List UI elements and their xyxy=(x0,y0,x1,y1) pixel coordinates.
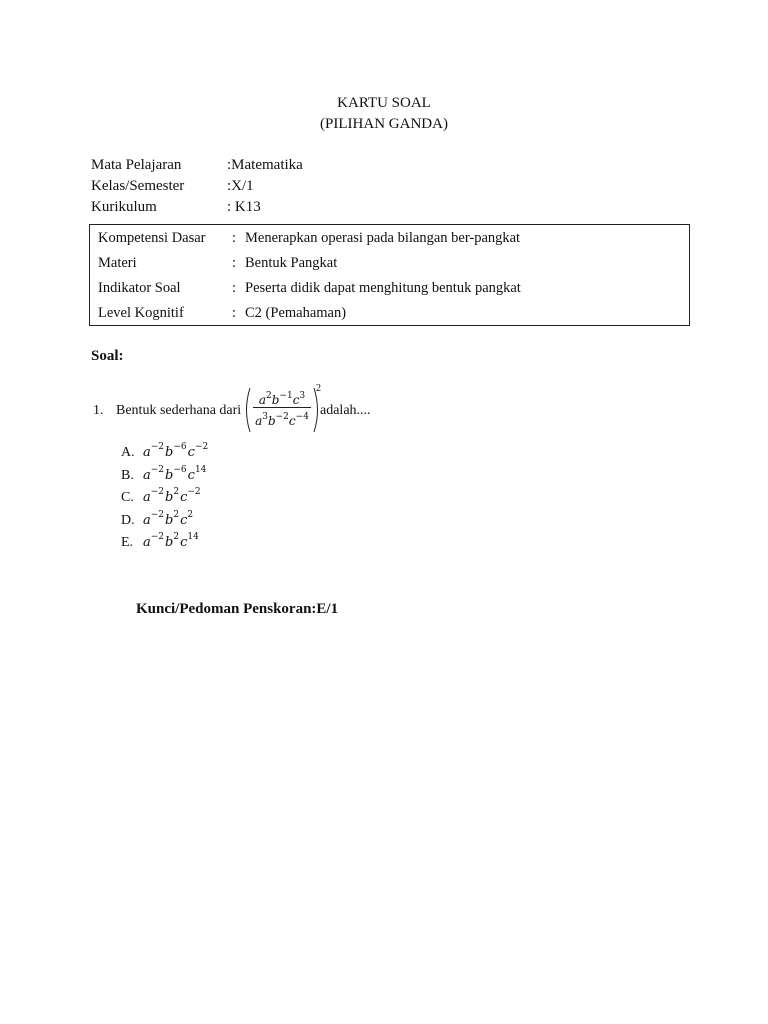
question-text: Bentuk sederhana dari xyxy=(116,403,242,418)
term-base: c xyxy=(187,467,195,483)
term-base: b xyxy=(165,512,174,528)
term-base: c xyxy=(292,393,300,407)
option-letter: A. xyxy=(121,445,135,460)
option-item[interactable] xyxy=(121,459,209,482)
meta-row-subject xyxy=(91,155,303,176)
term-base: b xyxy=(267,414,276,428)
term-base: a xyxy=(143,467,151,483)
meta-row-curriculum xyxy=(91,197,303,218)
fraction xyxy=(252,387,312,427)
option-letter: B. xyxy=(121,467,134,483)
term-base: b xyxy=(271,393,280,407)
subject-info xyxy=(91,155,303,218)
competency-value: Peserta didik dapat menghitung bentuk pangkat xyxy=(245,280,521,296)
term-exponent: −2 xyxy=(150,464,165,475)
meta-value: :Matematika xyxy=(227,157,303,173)
term-base: c xyxy=(187,445,195,460)
term-exponent: 3 xyxy=(262,412,268,422)
term-exponent: −2 xyxy=(187,487,201,497)
term-exponent: −2 xyxy=(194,442,209,452)
term-exponent: −2 xyxy=(150,532,165,542)
meta-value: :X/1 xyxy=(227,178,254,194)
term-base: a xyxy=(143,535,151,550)
competency-label: Materi xyxy=(98,255,137,271)
competency-table xyxy=(89,224,690,326)
competency-value: Menerapkan operasi pada bilangan ber-pangkat xyxy=(245,230,521,246)
card-title: KARTU SOAL xyxy=(337,95,431,111)
power-term xyxy=(259,393,272,407)
meta-value: : K13 xyxy=(227,199,261,215)
answer-key: Kunci/Pedoman Penskoran:E/1 xyxy=(136,601,339,617)
term-exponent: 14 xyxy=(187,532,199,542)
fraction-numerator xyxy=(252,387,312,406)
power-term xyxy=(272,393,293,407)
power-term xyxy=(255,414,268,428)
option-item[interactable] xyxy=(121,526,209,549)
question-section-heading: Soal: xyxy=(91,348,124,364)
option-item[interactable] xyxy=(121,436,209,459)
meta-label: Mata Pelajaran xyxy=(91,157,182,173)
option-item[interactable] xyxy=(121,481,209,504)
power-term xyxy=(268,414,289,428)
power-term xyxy=(289,414,309,428)
competency-label: Indikator Soal xyxy=(98,280,181,296)
card-subtitle: (PILIHAN GANDA) xyxy=(320,116,448,132)
term-exponent: −2 xyxy=(275,412,289,422)
term-base: c xyxy=(180,512,188,528)
power-term xyxy=(180,526,199,554)
term-exponent: 2 xyxy=(173,532,180,542)
competency-colon: : xyxy=(232,255,237,271)
question-number: 1. xyxy=(93,403,104,418)
term-exponent: 2 xyxy=(173,487,180,497)
power-term xyxy=(143,526,164,554)
term-base: a xyxy=(255,414,263,428)
term-exponent: 2 xyxy=(187,509,194,520)
term-exponent: −6 xyxy=(173,442,187,452)
competency-value: Bentuk Pangkat xyxy=(245,255,338,271)
competency-row xyxy=(98,302,689,327)
term-exponent: −6 xyxy=(173,464,187,475)
term-base: a xyxy=(143,490,151,505)
competency-label: Level Kognitif xyxy=(98,305,184,321)
meta-label: Kelas/Semester xyxy=(91,178,185,194)
term-base: a xyxy=(143,445,151,460)
option-expression xyxy=(143,532,200,550)
term-exponent: 2 xyxy=(173,509,180,520)
meta-row-class-semester xyxy=(91,176,303,197)
term-base: a xyxy=(258,393,266,407)
competency-colon: : xyxy=(232,305,237,321)
term-exponent: −1 xyxy=(279,391,293,401)
term-exponent: 2 xyxy=(265,391,272,401)
outer-exponent: 2 xyxy=(316,383,321,394)
power-term xyxy=(293,393,305,407)
term-exponent: −2 xyxy=(150,487,165,497)
competency-row xyxy=(98,227,689,252)
term-base: c xyxy=(180,535,188,550)
competency-colon: : xyxy=(232,280,237,296)
term-exponent: −4 xyxy=(295,412,309,422)
term-base: b xyxy=(165,467,174,483)
term-base: c xyxy=(288,414,296,428)
option-letter: E. xyxy=(121,535,134,550)
term-base: b xyxy=(165,445,174,460)
term-exponent: 14 xyxy=(194,464,207,475)
competency-row xyxy=(98,277,689,302)
term-exponent: −2 xyxy=(150,442,165,452)
competency-label: Kompetensi Dasar xyxy=(98,230,206,246)
term-base: a xyxy=(143,512,151,528)
option-letter: D. xyxy=(121,512,135,528)
term-exponent: 3 xyxy=(299,391,306,401)
question-expression xyxy=(243,385,323,435)
answer-options xyxy=(121,436,209,549)
competency-colon: : xyxy=(232,230,237,246)
option-letter: C. xyxy=(121,490,134,505)
question-text-after: adalah.... xyxy=(320,403,371,418)
term-base: c xyxy=(180,490,188,505)
term-base: b xyxy=(165,490,174,505)
fraction-denominator xyxy=(252,408,312,427)
meta-label: Kurikulum xyxy=(91,199,157,215)
power-term xyxy=(165,526,179,554)
competency-row xyxy=(98,252,689,277)
term-base: b xyxy=(165,535,174,550)
competency-value: C2 (Pemahaman) xyxy=(245,305,347,321)
term-exponent: −2 xyxy=(150,509,165,520)
